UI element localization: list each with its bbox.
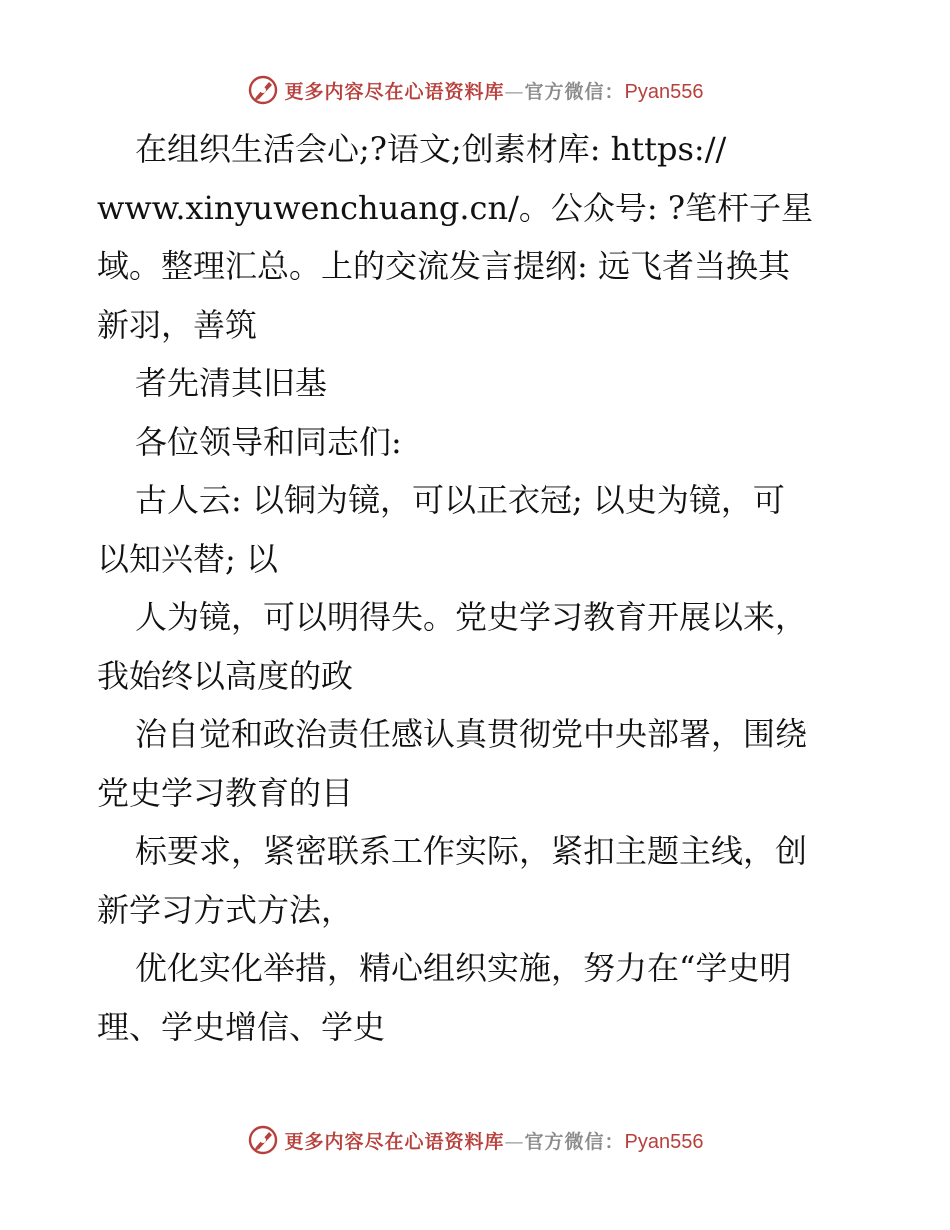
header-text [285,77,704,104]
footer-dash: — [504,1130,525,1153]
body-line: 人为镜，可以明得失。党史学习教育开展以来， [135,598,808,636]
footer-banner [0,1120,950,1160]
body-line: 以知兴替; 以 [97,539,278,578]
body-line: 理、学史增信、学史 [97,1007,386,1046]
body-line: 标要求，紧密联系工作实际，紧扣主题主线，创 [135,832,808,870]
body-line: 者先清其旧基 [135,364,328,402]
footer-wechat-id: Pyan556 [624,1130,704,1153]
body-line: 我始终以高度的政 [97,656,354,695]
body-line: 古人云: 以铜为镜，可以正衣冠; 以史为镜，可 [135,481,785,519]
quill-logo-icon [247,74,279,106]
footer-text [285,1127,704,1154]
body-line: 新羽，善筑 [97,305,258,344]
body-line: 在组织生活会心;?语文;创素材库: https:// [135,130,727,168]
body-line: 新学习方式方法， [97,890,354,929]
body-line: www.xinyuwenchuang.cn/。公众号: ?笔杆子星 [97,188,813,227]
header-wechat-label: 官方微信： [524,80,625,103]
header-banner [0,70,950,110]
body-line: 各位领导和同志们: [135,422,402,461]
body-line: 域。整理汇总。上的交流发言提纲: 远飞者当换其 [97,247,790,285]
footer-site-text: 更多内容尽在心语资料库 [284,1130,505,1153]
body-line: 治自觉和政治责任感认真贯彻党中央部署，围绕 [135,715,808,753]
footer-wechat-label: 官方微信： [524,1130,625,1153]
header-dash: — [504,80,525,103]
body-line: 优化实化举措，精心组织实施，努力在“学史明 [135,949,792,987]
quill-logo-icon [247,1124,279,1156]
header-wechat-id: Pyan556 [624,80,704,103]
header-site-text: 更多内容尽在心语资料库 [284,80,505,103]
body-line: 党史学习教育的目 [97,773,354,812]
document-body [97,120,857,1056]
